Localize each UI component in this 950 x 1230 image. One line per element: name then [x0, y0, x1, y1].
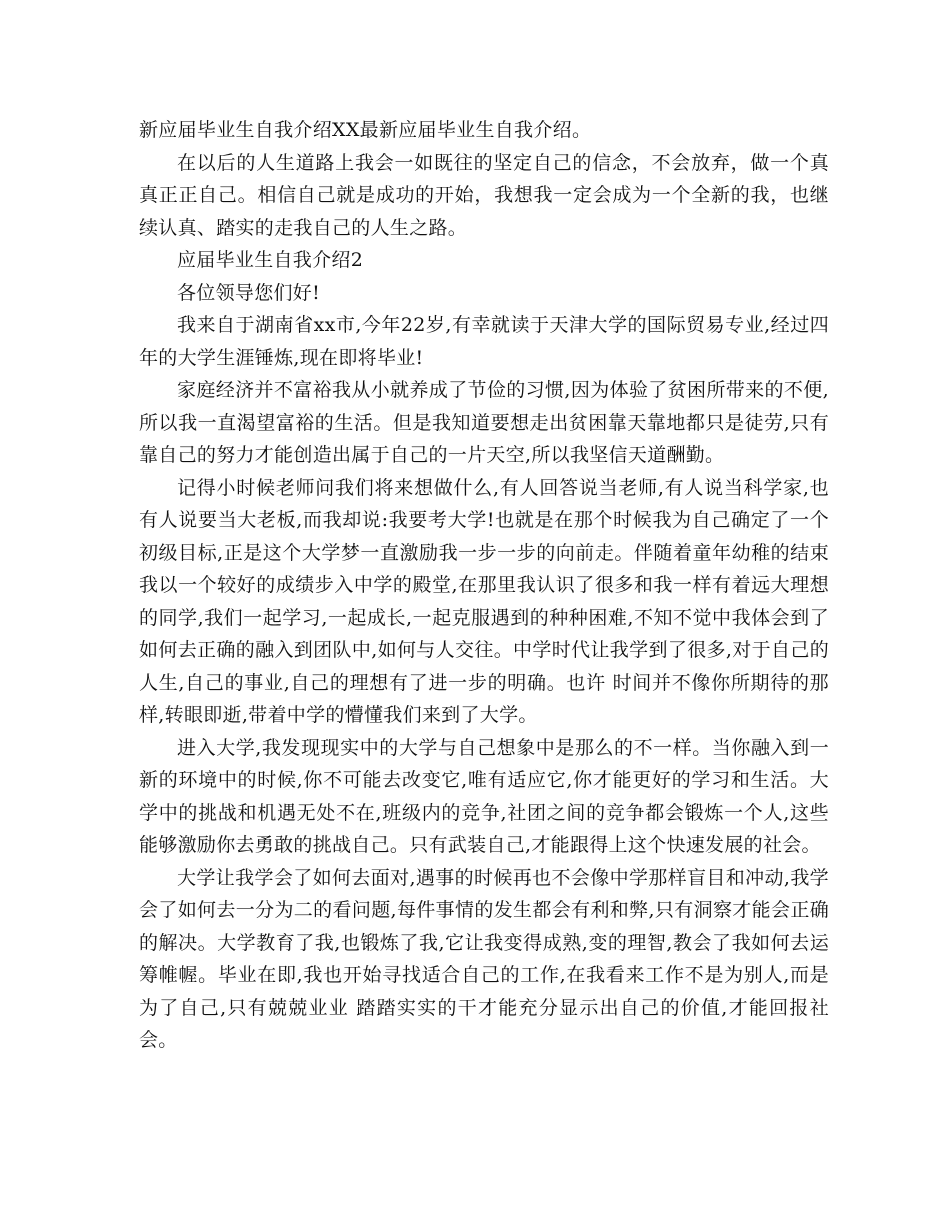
paragraph: 进入大学,我发现现实中的大学与自己想象中是那么的不一样。当你融入到一新的环境中的时候,你不可能去改变它,唯有适应它,你才能更好的学习和生活。大学中的挑战和机遇无处不在,班级内的竞争,社团之间的竞争都会锻炼一个人,这些能够激励你去勇敢的挑战自己。只有武装自己,才能跟得上这个快速发展的社会。 [139, 736, 829, 856]
greeting: 各位领导您们好! [177, 281, 321, 304]
paragraph: 我来自于湖南省xx市,今年22岁,有幸就读于天津大学的国际贸易专业,经过四年的大学生涯锤炼,现在即将毕业! [139, 314, 829, 369]
section-heading: 应届毕业生自我介绍2 [177, 249, 364, 271]
paragraph: 家庭经济并不富裕我从小就养成了节俭的习惯,因为体验了贫困所带来的不便,所以我一直渴望富裕的生活。但是我知道要想走出贫困靠天靠地都只是徒劳,只有靠自己的努力才能创造出属于自己的一片天空,所以我坚信天道酬勤。 [139, 379, 829, 466]
document-body [139, 114, 829, 1057]
paragraph: 大学让我学会了如何去面对,遇事的时候再也不会像中学那样盲目和冲动,我学会了如何去一分为二的看问题,每件事情的发生都会有利和弊,只有洞察才能会正确的解决。大学教育了我,也锻炼了我,它让我变得成熟,变的理智,教会了我如何去运筹帷幄。毕业在即,我也开始寻找适合自己的工作,在我看来工作不是为别人,而是为了自己,只有兢兢业业 踏踏实实的干才能充分显示出自己的价值,才能回报社会。 [139, 866, 829, 1051]
paragraph: 新应届毕业生自我介绍XX最新应届毕业生自我介绍。 [139, 119, 592, 141]
paragraph: 在以后的人生道路上我会一如既往的坚定自己的信念，不会放弃，做一个真真正正自己。相信自己就是成功的开始，我想我一定会成为一个全新的我，也继续认真、踏实的走我自己的人生之路。 [139, 151, 829, 239]
paragraph: 记得小时候老师问我们将来想做什么,有人回答说当老师,有人说当科学家,也有人说要当大老板,而我却说:我要考大学!也就是在那个时候我为自己确定了一个初级目标,正是这个大学梦一直激励我一步一步的向前走。伴随着童年幼稚的结束我以一个较好的成绩步入中学的殿堂,在那里我认识了很多和我一样有着远大理想的同学,我们一起学习,一起成长,一起克服遇到的种种困难,不知不觉中我体会到了如何去正确的融入到团队中,如何与人交往。中学时代让我学到了很多,对于自己的人生,自己的事业,自己的理想有了进一步的明确。也许 时间并不像你所期待的那样,转眼即逝,带着中学的懵懂我们来到了大学。 [139, 476, 829, 726]
